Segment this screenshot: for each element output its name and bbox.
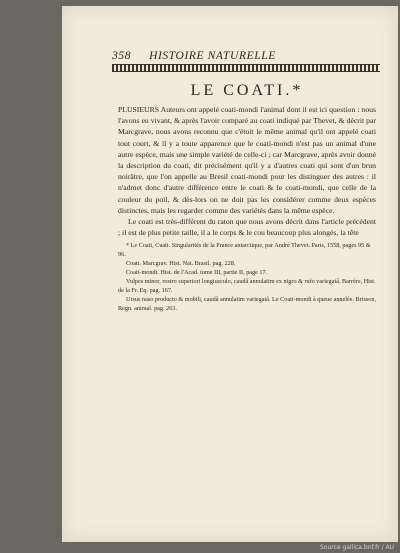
paragraph: PLUSIEURS Auteurs ont appelé coati-mondi l'animal dont il est ici question : nous l'avons eu vivant, & après l'avoir comparé au coati indiqué par Thevet, & décrit par Marcgrave, nous avons reconnu que c'étoit le même animal qu'il ont appelé coati tout court, & il y a toute apparence que le coati-mondi n'est pas un animal d'une autre espèce, mais une simple variété de celle-ci ; car Marcgrave, après avoir donné la description du coati, dit précisément qu'il y a d'autres coati qui sont d'un brun noirâtre, que l'on appelle au Bresil coati-mondi pour les distinguer des autres : il n'admet donc d'autre différence entre le coati & le coati-mondi, que celle de la couleur du poil, & dès-lors on ne doit pas les considérer comme deux espèces distinctes, mais les regarder comme des variétés dans la même espèce. [118, 105, 376, 215]
page-number: 358 [112, 50, 132, 62]
chapter-title: LE COATI.* [190, 82, 304, 99]
footnote: * Le Coati, Cuati. Singularités de la France antarctique, par André Thevet. Paris, 1558, pages 95 & 96. [118, 242, 371, 259]
book-page [62, 6, 398, 542]
source-credit: Source gallica.bnf.fr / AU [320, 544, 394, 551]
footnote: Ursus naso producto & mobili, caudâ annulatim variegatâ. Le Coati-mondi à queue annelée. Brisson, Regn. animal. pag. 263. [118, 296, 377, 313]
footnote: Coati-mondi. Hist. de l'Acad. tome III, partie II, page 17. [126, 269, 268, 277]
footnotes [118, 241, 376, 313]
running-title: HISTOIRE NATURELLE [149, 50, 276, 62]
page-content [112, 50, 377, 313]
body-text [118, 104, 376, 238]
footnote: Coati. Marcgrav. Hist. Nat. Brasil. pag. 228. [126, 260, 236, 268]
header-ornament [112, 64, 380, 72]
paragraph: Le coati est très-différent du raton que nous avons décrit dans l'article précédent ; il est de plus petite taille, il a le corps & le cou beaucoup plus alongés, la tête [118, 217, 376, 238]
footnote: Vulpes minor, rostro superiori longiusculo, caudâ annulatim ex nigro & rufo variegatâ. Barrère, Hist. de la Fr. Eq. pag. 167. [118, 278, 376, 295]
running-header [112, 50, 376, 62]
